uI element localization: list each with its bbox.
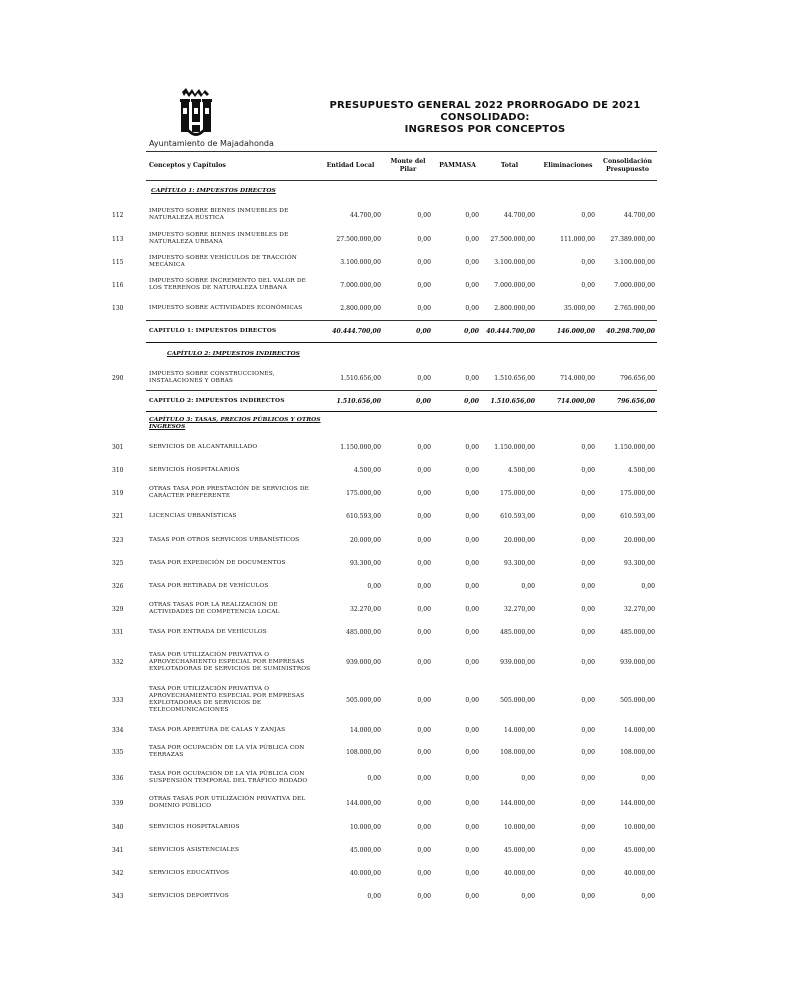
entidad-local-value: 10.000,00 — [349, 824, 381, 831]
monte-del-pilar-value: 0,00 — [417, 444, 431, 451]
monte-del-pilar-value: 0,00 — [417, 847, 431, 854]
row-description: TASAS POR OTROS SERVICIOS URBANÍSTICOS — [149, 536, 300, 543]
consolidacion-value: 40.298.700,00 — [606, 328, 655, 335]
row-code: 333 — [112, 697, 124, 704]
monte-del-pilar-value: 0,00 — [417, 893, 431, 900]
eliminaciones-value: 0,00 — [581, 749, 595, 756]
consolidacion-value: 485.000,00 — [620, 629, 655, 636]
consolidacion-value: 45.000,00 — [623, 847, 655, 854]
eliminaciones-value: 0,00 — [581, 444, 595, 451]
row-code: 339 — [112, 800, 124, 807]
chapter-heading-3-line2: INGRESOS — [149, 423, 186, 430]
col-header-monte-line1: Monte del — [390, 158, 426, 165]
row-description: TASA POR OCUPACIÓN DE LA VÍA PÚBLICA CON SUSPENSIÓN TEMPORAL DEL TRÁFICO RODADO — [149, 771, 308, 784]
row-code: 301 — [112, 444, 124, 451]
entidad-local-value: 939.000,00 — [346, 659, 381, 666]
row-description: TASA POR ENTRADA DE VEHÍCULOS — [149, 628, 267, 635]
chapter-heading-3 — [149, 416, 321, 430]
row-code: 326 — [112, 583, 124, 590]
eliminaciones-value: 0,00 — [581, 659, 595, 666]
col-header-consol-line1: Consolidación — [603, 158, 652, 165]
entidad-local-value: 2.800.000,00 — [340, 305, 381, 312]
monte-del-pilar-value: 0,00 — [417, 749, 431, 756]
row-description: OTRAS TASAS POR UTILIZACIÓN PRIVATIVA DEL DOMINIO PÚBLICO — [149, 796, 306, 809]
monte-del-pilar-value: 0,00 — [417, 212, 431, 219]
eliminaciones-value: 0,00 — [581, 467, 595, 474]
row-code: 319 — [112, 490, 124, 497]
consolidacion-value: 7.000.000,00 — [614, 282, 655, 289]
total-value: 175.000,00 — [500, 490, 535, 497]
consolidacion-value: 14.000,00 — [623, 727, 655, 734]
monte-del-pilar-value: 0,00 — [417, 800, 431, 807]
pammasa-value: 0,00 — [465, 282, 479, 289]
consolidacion-value: 3.100.000,00 — [614, 259, 655, 266]
eliminaciones-value: 0,00 — [581, 824, 595, 831]
consolidacion-value: 27.389.000,00 — [610, 236, 655, 243]
chapter-heading-1: CAPÍTULO 1: IMPUESTOS DIRECTOS — [151, 187, 276, 194]
monte-del-pilar-value: 0,00 — [417, 282, 431, 289]
row-description: TASA POR UTILIZACIÓN PRIVATIVA O APROVECHAMIENTO ESPECIAL POR EMPRESAS EXPLOTADORAS DE SERVICIOS DE SUMINISTROS — [149, 651, 311, 672]
monte-del-pilar-value: 0,00 — [417, 727, 431, 734]
row-description: SERVICIOS EDUCATIVOS — [149, 869, 230, 876]
pammasa-value: 0,00 — [465, 697, 479, 704]
eliminaciones-value: 0,00 — [581, 490, 595, 497]
total-value: 505.000,00 — [500, 697, 535, 704]
monte-del-pilar-value: 0,00 — [416, 328, 431, 335]
monte-del-pilar-value: 0,00 — [417, 513, 431, 520]
consolidacion-value: 44.700,00 — [623, 212, 655, 219]
row-description: TASA POR OCUPACIÓN DE LA VÍA PÚBLICA CON TERRAZAS — [149, 745, 305, 758]
total-value: 485.000,00 — [500, 629, 535, 636]
row-code: 332 — [112, 659, 124, 666]
pammasa-value: 0,00 — [464, 328, 479, 335]
row-code: 342 — [112, 870, 124, 877]
total-value: 93.300,00 — [503, 560, 535, 567]
entidad-local-value: 27.500.000,00 — [336, 236, 381, 243]
eliminaciones-value: 0,00 — [581, 893, 595, 900]
col-header-concepts: Conceptos y Capítulos — [149, 162, 226, 169]
monte-del-pilar-value: 0,00 — [417, 870, 431, 877]
pammasa-value: 0,00 — [465, 659, 479, 666]
total-value: 108.000,00 — [500, 749, 535, 756]
consolidacion-value: 32.270,00 — [623, 606, 655, 613]
pammasa-value: 0,00 — [465, 824, 479, 831]
eliminaciones-value: 0,00 — [581, 513, 595, 520]
row-code: 340 — [112, 824, 124, 831]
title-line-3: INGRESOS POR CONCEPTOS — [404, 124, 566, 135]
consolidacion-value: 0,00 — [641, 775, 655, 782]
row-code: 343 — [112, 893, 124, 900]
consolidacion-value: 40.000,00 — [623, 870, 655, 877]
eliminaciones-value: 0,00 — [581, 583, 595, 590]
col-header-eliminaciones: Eliminaciones — [543, 162, 593, 169]
pammasa-value: 0,00 — [465, 870, 479, 877]
total-value: 1.150.000,00 — [494, 444, 535, 451]
total-value: 1.510.656,00 — [494, 375, 535, 382]
monte-del-pilar-value: 0,00 — [417, 697, 431, 704]
title-line-1: PRESUPUESTO GENERAL 2022 PRORROGADO DE 2021 — [329, 100, 641, 111]
eliminaciones-value: 714.000,00 — [560, 375, 595, 382]
page-title — [300, 100, 670, 136]
pammasa-value: 0,00 — [465, 513, 479, 520]
pammasa-value: 0,00 — [465, 606, 479, 613]
entidad-local-value: 1.510.656,00 — [340, 375, 381, 382]
consolidacion-value: 796.656,00 — [616, 398, 655, 405]
pammasa-value: 0,00 — [465, 259, 479, 266]
row-code: 130 — [112, 305, 124, 312]
total-value: 0,00 — [521, 775, 535, 782]
pammasa-value: 0,00 — [465, 727, 479, 734]
entidad-local-value: 144.000,00 — [346, 800, 381, 807]
total-value: 10.000,00 — [503, 824, 535, 831]
eliminaciones-value: 0,00 — [581, 629, 595, 636]
entidad-local-value: 108.000,00 — [346, 749, 381, 756]
col-header-pammasa: PAMMASA — [439, 162, 476, 169]
total-value: 1.510.656,00 — [490, 398, 535, 405]
consolidacion-value: 10.000,00 — [623, 824, 655, 831]
row-description: OTRAS TASA POR PRESTACIÓN DE SERVICIOS DE CARÁCTER PREFERENTE — [149, 486, 310, 499]
col-header-monte-line2: Pilar — [399, 165, 417, 173]
row-code: 331 — [112, 629, 124, 636]
logo-caption: Ayuntamiento de Majadahonda — [149, 139, 274, 148]
total-value: 14.000,00 — [503, 727, 535, 734]
eliminaciones-value: 0,00 — [581, 800, 595, 807]
total-value: 45.000,00 — [503, 847, 535, 854]
consolidacion-value: 1.150.000,00 — [614, 444, 655, 451]
row-code: 112 — [112, 212, 124, 219]
monte-del-pilar-value: 0,00 — [417, 629, 431, 636]
pammasa-value: 0,00 — [465, 800, 479, 807]
header-top-rule — [146, 151, 657, 152]
row-code: 115 — [112, 259, 124, 266]
total-value: 40.444.700,00 — [486, 328, 535, 335]
consolidacion-value: 0,00 — [641, 893, 655, 900]
consolidacion-value: 175.000,00 — [620, 490, 655, 497]
total-value: 610.593,00 — [500, 513, 535, 520]
col-header-consolidacion — [600, 158, 655, 173]
entidad-local-value: 14.000,00 — [349, 727, 381, 734]
total-value: 44.700,00 — [503, 212, 535, 219]
row-description: IMPUESTO SOBRE VEHÍCULOS DE TRACCIÓN MECÁNICA — [149, 255, 298, 268]
consolidacion-value: 108.000,00 — [620, 749, 655, 756]
row-description: SERVICIOS HOSPITALARIOS — [149, 466, 240, 473]
pammasa-value: 0,00 — [465, 212, 479, 219]
total-value: 20.000,00 — [503, 537, 535, 544]
monte-del-pilar-value: 0,00 — [416, 398, 431, 405]
row-description: TASA POR UTILIZACIÓN PRIVATIVA O APROVECHAMIENTO ESPECIAL POR EMPRESAS EXPLOTADORAS DE SERVICIOS DE TELECOMUNICACIONES — [149, 686, 305, 713]
monte-del-pilar-value: 0,00 — [417, 467, 431, 474]
row-description: IMPUESTO SOBRE CONSTRUCCIONES, INSTALACIONES Y OBRAS — [149, 371, 275, 384]
subtotal-1-bottom-rule — [146, 342, 657, 343]
row-code: 334 — [112, 727, 124, 734]
entidad-local-value: 4.500,00 — [353, 467, 381, 474]
row-code: 323 — [112, 537, 124, 544]
row-code: 336 — [112, 775, 124, 782]
entidad-local-value: 3.100.000,00 — [340, 259, 381, 266]
total-value: 7.000.000,00 — [494, 282, 535, 289]
row-code: 321 — [112, 513, 124, 520]
consolidacion-value: 4.500,00 — [627, 467, 655, 474]
entidad-local-value: 610.593,00 — [346, 513, 381, 520]
total-value: 2.800.000,00 — [494, 305, 535, 312]
pammasa-value: 0,00 — [465, 749, 479, 756]
monte-del-pilar-value: 0,00 — [417, 560, 431, 567]
eliminaciones-value: 0,00 — [581, 282, 595, 289]
eliminaciones-value: 0,00 — [581, 212, 595, 219]
row-description: IMPUESTO SOBRE INCREMENTO DEL VALOR DE LOS TERRENOS DE NATURALEZA URBANA — [149, 278, 307, 291]
row-code: 329 — [112, 606, 124, 613]
eliminaciones-value: 111.000,00 — [560, 236, 595, 243]
col-header-consol-line2: Presupuesto — [605, 165, 650, 173]
pammasa-value: 0,00 — [465, 537, 479, 544]
majadahonda-logo — [178, 88, 214, 138]
row-description: CAPITULO 1: IMPUESTOS DIRECTOS — [149, 327, 277, 334]
row-description: TASA POR APERTURA DE CALAS Y ZANJAS — [149, 726, 286, 733]
row-description: IMPUESTO SOBRE BIENES INMUEBLES DE NATURALEZA RÚSTICA — [149, 208, 289, 221]
row-description: TASA POR RETIRADA DE VEHÍCULOS — [149, 582, 269, 589]
pammasa-value: 0,00 — [465, 629, 479, 636]
monte-del-pilar-value: 0,00 — [417, 775, 431, 782]
row-code: 335 — [112, 749, 124, 756]
pammasa-value: 0,00 — [465, 490, 479, 497]
row-code: 325 — [112, 560, 124, 567]
monte-del-pilar-value: 0,00 — [417, 659, 431, 666]
monte-del-pilar-value: 0,00 — [417, 606, 431, 613]
consolidacion-value: 2.765.000,00 — [614, 305, 655, 312]
pammasa-value: 0,00 — [465, 775, 479, 782]
total-value: 40.000,00 — [503, 870, 535, 877]
title-line-2: CONSOLIDADO: — [440, 112, 530, 123]
monte-del-pilar-value: 0,00 — [417, 537, 431, 544]
total-value: 939.000,00 — [500, 659, 535, 666]
entidad-local-value: 485.000,00 — [346, 629, 381, 636]
row-description: SERVICIOS DEPORTIVOS — [149, 892, 229, 899]
header-bottom-rule — [146, 180, 657, 181]
eliminaciones-value: 0,00 — [581, 727, 595, 734]
subtotal-1-top-rule — [146, 320, 657, 321]
eliminaciones-value: 0,00 — [581, 537, 595, 544]
entidad-local-value: 505.000,00 — [346, 697, 381, 704]
row-code: 116 — [112, 282, 124, 289]
consolidacion-value: 0,00 — [641, 583, 655, 590]
monte-del-pilar-value: 0,00 — [417, 236, 431, 243]
subtotal-2-top-rule — [146, 390, 657, 391]
entidad-local-value: 20.000,00 — [349, 537, 381, 544]
total-value: 0,00 — [521, 583, 535, 590]
total-value: 27.500.000,00 — [490, 236, 535, 243]
eliminaciones-value: 0,00 — [581, 870, 595, 877]
eliminaciones-value: 0,00 — [581, 606, 595, 613]
consolidacion-value: 505.000,00 — [620, 697, 655, 704]
consolidacion-value: 610.593,00 — [620, 513, 655, 520]
row-code: 341 — [112, 847, 124, 854]
consolidacion-value: 796.656,00 — [620, 375, 655, 382]
entidad-local-value: 0,00 — [367, 775, 381, 782]
entidad-local-value: 7.000.000,00 — [340, 282, 381, 289]
pammasa-value: 0,00 — [465, 236, 479, 243]
entidad-local-value: 0,00 — [367, 583, 381, 590]
consolidacion-value: 939.000,00 — [620, 659, 655, 666]
pammasa-value: 0,00 — [465, 893, 479, 900]
chapter-heading-2: CAPÍTULO 2: IMPUESTOS INDIRECTOS — [167, 350, 300, 357]
eliminaciones-value: 0,00 — [581, 697, 595, 704]
pammasa-value: 0,00 — [465, 560, 479, 567]
eliminaciones-value: 0,00 — [581, 560, 595, 567]
pammasa-value: 0,00 — [465, 467, 479, 474]
total-value: 144.000,00 — [500, 800, 535, 807]
col-header-entidad: Entidad Local — [326, 162, 375, 169]
eliminaciones-value: 0,00 — [581, 259, 595, 266]
entidad-local-value: 1.510.656,00 — [336, 398, 381, 405]
entidad-local-value: 32.270,00 — [349, 606, 381, 613]
row-description: IMPUESTO SOBRE ACTIVIDADES ECONÓMICAS — [149, 304, 303, 311]
entidad-local-value: 1.150.000,00 — [340, 444, 381, 451]
monte-del-pilar-value: 0,00 — [417, 259, 431, 266]
pammasa-value: 0,00 — [465, 847, 479, 854]
monte-del-pilar-value: 0,00 — [417, 375, 431, 382]
eliminaciones-value: 0,00 — [581, 847, 595, 854]
pammasa-value: 0,00 — [465, 375, 479, 382]
pammasa-value: 0,00 — [465, 305, 479, 312]
monte-del-pilar-value: 0,00 — [417, 305, 431, 312]
row-description: OTRAS TASAS POR LA REALIZACIÓN DE ACTIVIDADES DE COMPETENCIA LOCAL — [149, 602, 280, 615]
row-description: SERVICIOS HOSPITALARIOS — [149, 823, 240, 830]
entidad-local-value: 175.000,00 — [346, 490, 381, 497]
eliminaciones-value: 714.000,00 — [556, 398, 595, 405]
row-description: CAPITULO 2: IMPUESTOS INDIRECTOS — [149, 397, 285, 404]
col-header-total: Total — [500, 162, 519, 169]
row-code: 310 — [112, 467, 124, 474]
consolidacion-value: 20.000,00 — [623, 537, 655, 544]
total-value: 0,00 — [521, 893, 535, 900]
monte-del-pilar-value: 0,00 — [417, 490, 431, 497]
consolidacion-value: 93.300,00 — [623, 560, 655, 567]
monte-del-pilar-value: 0,00 — [417, 583, 431, 590]
eliminaciones-value: 0,00 — [581, 775, 595, 782]
row-description: TASA POR EXPEDICIÓN DE DOCUMENTOS — [149, 559, 286, 566]
entidad-local-value: 40.000,00 — [349, 870, 381, 877]
pammasa-value: 0,00 — [465, 583, 479, 590]
pammasa-value: 0,00 — [464, 398, 479, 405]
col-header-monte — [385, 158, 431, 173]
row-description: IMPUESTO SOBRE BIENES INMUEBLES DE NATURALEZA URBANA — [149, 232, 289, 245]
entidad-local-value: 0,00 — [367, 893, 381, 900]
row-description: LICENCIAS URBANÍSTICAS — [149, 512, 237, 519]
entidad-local-value: 93.300,00 — [349, 560, 381, 567]
entidad-local-value: 45.000,00 — [349, 847, 381, 854]
entidad-local-value: 40.444.700,00 — [332, 328, 381, 335]
chapter-heading-3-line1: CAPÍTULO 3: TASAS, PRECIOS PÚBLICOS Y OTROS — [149, 416, 321, 423]
pammasa-value: 0,00 — [465, 444, 479, 451]
monte-del-pilar-value: 0,00 — [417, 824, 431, 831]
eliminaciones-value: 146.000,00 — [556, 328, 595, 335]
total-value: 3.100.000,00 — [494, 259, 535, 266]
row-description: SERVICIOS ASISTENCIALES — [149, 846, 240, 853]
subtotal-2-bottom-rule — [146, 411, 657, 412]
total-value: 4.500,00 — [507, 467, 535, 474]
row-description: SERVICIOS DE ALCANTARILLADO — [149, 443, 258, 450]
total-value: 32.270,00 — [503, 606, 535, 613]
row-code: 290 — [112, 375, 124, 382]
entidad-local-value: 44.700,00 — [349, 212, 381, 219]
eliminaciones-value: 35.000,00 — [563, 305, 595, 312]
row-code: 113 — [112, 236, 124, 243]
consolidacion-value: 144.000,00 — [620, 800, 655, 807]
